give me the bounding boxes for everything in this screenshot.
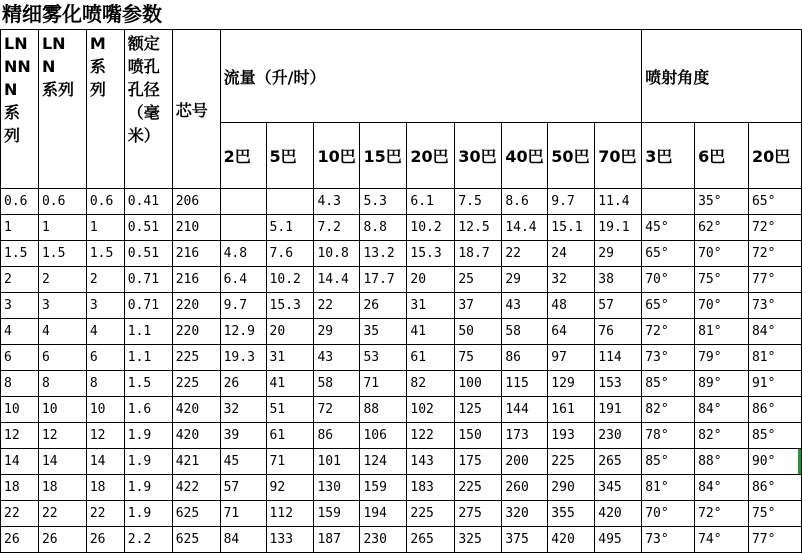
selected-cell-marker xyxy=(798,449,801,474)
table-cell[interactable]: 14 xyxy=(86,449,124,475)
table-cell[interactable]: 10 xyxy=(1,397,39,423)
table-cell[interactable]: 92 xyxy=(266,475,314,501)
table-cell[interactable]: 4.8 xyxy=(220,241,266,267)
table-cell[interactable]: 81° xyxy=(642,475,695,501)
table-cell[interactable]: 75° xyxy=(695,267,749,293)
table-cell[interactable]: 73° xyxy=(642,527,695,553)
table-cell[interactable]: 85° xyxy=(748,423,801,449)
table-cell[interactable]: 0.6 xyxy=(86,189,124,215)
header-flow-pressure: 5巴 xyxy=(266,123,314,189)
table-cell[interactable]: 0.6 xyxy=(38,189,86,215)
header-flow-pressure: 50巴 xyxy=(548,123,595,189)
header-flow-pressure: 70巴 xyxy=(595,123,642,189)
table-cell[interactable]: 82° xyxy=(695,423,749,449)
table-cell[interactable]: 64 xyxy=(548,319,595,345)
table-cell[interactable]: 15.3 xyxy=(407,241,455,267)
header-flow-pressure: 30巴 xyxy=(455,123,502,189)
nozzle-spec-table xyxy=(0,29,802,553)
table-cell[interactable]: 70° xyxy=(695,241,749,267)
table-cell[interactable]: 62° xyxy=(695,215,749,241)
table-cell[interactable]: 15.3 xyxy=(266,293,314,319)
table-row xyxy=(1,449,802,475)
table-cell[interactable]: 71 xyxy=(266,449,314,475)
table-cell[interactable]: 1.9 xyxy=(124,423,172,449)
table-cell[interactable]: 420 xyxy=(172,397,220,423)
table-cell[interactable]: 12 xyxy=(1,423,39,449)
table-cell[interactable]: 7.6 xyxy=(266,241,314,267)
table-cell[interactable]: 19.3 xyxy=(220,345,266,371)
header-core-number: 芯号 xyxy=(172,30,220,189)
table-cell[interactable]: 6.1 xyxy=(407,189,455,215)
table-cell[interactable]: 18 xyxy=(86,475,124,501)
table-cell[interactable]: 61 xyxy=(266,423,314,449)
table-cell[interactable]: 9.7 xyxy=(548,189,595,215)
table-row xyxy=(1,241,802,267)
table-cell[interactable]: 193 xyxy=(548,423,595,449)
table-cell[interactable]: 70° xyxy=(695,293,749,319)
table-cell[interactable]: 124 xyxy=(360,449,407,475)
table-cell[interactable]: 84° xyxy=(748,319,801,345)
table-cell[interactable]: 159 xyxy=(314,501,360,527)
table-cell[interactable]: 22 xyxy=(1,501,39,527)
table-cell[interactable]: 24 xyxy=(548,241,595,267)
table-cell[interactable]: 35° xyxy=(695,189,749,215)
table-cell[interactable]: 26 xyxy=(220,371,266,397)
table-cell[interactable]: 159 xyxy=(360,475,407,501)
table-cell[interactable]: 10.2 xyxy=(407,215,455,241)
table-cell[interactable]: 41 xyxy=(266,371,314,397)
table-cell[interactable]: 65° xyxy=(642,293,695,319)
table-cell[interactable]: 45° xyxy=(642,215,695,241)
table-cell[interactable]: 1.6 xyxy=(124,397,172,423)
table-row xyxy=(1,345,802,371)
table-cell[interactable]: 86 xyxy=(314,423,360,449)
table-cell[interactable]: 77° xyxy=(748,527,801,553)
table-cell[interactable]: 79° xyxy=(695,345,749,371)
table-cell[interactable]: 421 xyxy=(172,449,220,475)
table-row xyxy=(1,501,802,527)
table-cell[interactable]: 420 xyxy=(595,501,642,527)
table-cell[interactable]: 0.71 xyxy=(124,267,172,293)
table-row xyxy=(1,371,802,397)
table-cell[interactable]: 31 xyxy=(407,293,455,319)
table-cell[interactable]: 22 xyxy=(502,241,548,267)
table-cell[interactable]: 70° xyxy=(642,501,695,527)
table-cell[interactable]: 102 xyxy=(407,397,455,423)
table-cell[interactable]: 12.9 xyxy=(220,319,266,345)
table-cell[interactable]: 70° xyxy=(642,267,695,293)
table-cell[interactable]: 39 xyxy=(220,423,266,449)
table-cell[interactable]: 25 xyxy=(455,267,502,293)
table-cell[interactable]: 355 xyxy=(548,501,595,527)
table-cell[interactable]: 125 xyxy=(455,397,502,423)
table-cell[interactable]: 4 xyxy=(1,319,39,345)
table-cell[interactable]: 58 xyxy=(502,319,548,345)
table-cell[interactable]: 143 xyxy=(407,449,455,475)
table-cell[interactable]: 26 xyxy=(86,527,124,553)
header-angle-pressure: 3巴 xyxy=(642,123,695,189)
table-cell[interactable]: 43 xyxy=(314,345,360,371)
table-cell[interactable]: 265 xyxy=(595,449,642,475)
table-cell[interactable]: 26 xyxy=(360,293,407,319)
table-cell[interactable]: 43 xyxy=(502,293,548,319)
table-cell[interactable]: 78° xyxy=(642,423,695,449)
table-cell[interactable]: 225 xyxy=(172,371,220,397)
table-cell[interactable]: 112 xyxy=(266,501,314,527)
header-flow-rate: 流量（升/时） xyxy=(220,30,642,123)
table-cell[interactable]: 77° xyxy=(748,267,801,293)
table-cell[interactable]: 100 xyxy=(455,371,502,397)
table-cell[interactable]: 2 xyxy=(86,267,124,293)
table-cell[interactable]: 90° xyxy=(748,449,801,475)
table-cell[interactable]: 8.6 xyxy=(502,189,548,215)
table-row xyxy=(1,527,802,553)
table-cell[interactable]: 84° xyxy=(695,397,749,423)
table-cell[interactable] xyxy=(266,189,314,215)
table-cell[interactable]: 194 xyxy=(360,501,407,527)
table-cell[interactable]: 74° xyxy=(695,527,749,553)
table-cell[interactable]: 625 xyxy=(172,527,220,553)
table-cell[interactable]: 18.7 xyxy=(455,241,502,267)
table-cell[interactable]: 8 xyxy=(1,371,39,397)
table-cell[interactable]: 275 xyxy=(455,501,502,527)
table-cell[interactable]: 72° xyxy=(748,241,801,267)
header-flow-pressure: 10巴 xyxy=(314,123,360,189)
table-cell[interactable]: 4 xyxy=(38,319,86,345)
table-cell[interactable]: 89° xyxy=(695,371,749,397)
table-cell[interactable]: 19.1 xyxy=(595,215,642,241)
table-cell[interactable]: 81° xyxy=(748,345,801,371)
table-cell[interactable]: 48 xyxy=(548,293,595,319)
table-cell[interactable]: 6.4 xyxy=(220,267,266,293)
header-lnn-series: LN N 系列 xyxy=(38,30,86,189)
table-cell[interactable]: 422 xyxy=(172,475,220,501)
table-cell[interactable]: 88 xyxy=(360,397,407,423)
table-cell[interactable]: 22 xyxy=(86,501,124,527)
table-cell[interactable]: 73° xyxy=(748,293,801,319)
table-cell[interactable]: 14 xyxy=(1,449,39,475)
table-cell[interactable]: 10 xyxy=(86,397,124,423)
table-cell[interactable]: 81° xyxy=(695,319,749,345)
table-cell[interactable]: 225 xyxy=(172,345,220,371)
table-cell[interactable]: 265 xyxy=(407,527,455,553)
sheet-title: 精细雾化喷嘴参数 xyxy=(2,2,162,26)
table-cell[interactable]: 2 xyxy=(1,267,39,293)
table-cell[interactable]: 84 xyxy=(220,527,266,553)
table-cell[interactable]: 84° xyxy=(695,475,749,501)
table-cell[interactable]: 420 xyxy=(548,527,595,553)
table-cell[interactable]: 1.1 xyxy=(124,345,172,371)
table-cell[interactable]: 1.5 xyxy=(124,371,172,397)
header-m-series: M 系 列 xyxy=(86,30,124,189)
table-cell[interactable]: 5.3 xyxy=(360,189,407,215)
table-row xyxy=(1,189,802,215)
table-cell[interactable]: 85° xyxy=(642,371,695,397)
table-cell[interactable]: 13.2 xyxy=(360,241,407,267)
table-cell[interactable]: 22 xyxy=(38,501,86,527)
table-cell[interactable]: 14 xyxy=(38,449,86,475)
table-cell[interactable] xyxy=(220,215,266,241)
table-cell[interactable]: 75 xyxy=(455,345,502,371)
table-cell[interactable]: 72 xyxy=(314,397,360,423)
table-cell[interactable]: 625 xyxy=(172,501,220,527)
table-cell[interactable]: 290 xyxy=(548,475,595,501)
table-cell[interactable]: 18 xyxy=(38,475,86,501)
table-cell[interactable]: 18 xyxy=(1,475,39,501)
table-cell[interactable]: 1 xyxy=(38,215,86,241)
table-cell[interactable]: 15.1 xyxy=(548,215,595,241)
table-cell[interactable]: 57 xyxy=(220,475,266,501)
table-cell[interactable]: 114 xyxy=(595,345,642,371)
table-cell[interactable]: 4 xyxy=(86,319,124,345)
table-cell[interactable]: 325 xyxy=(455,527,502,553)
table-cell[interactable]: 20 xyxy=(407,267,455,293)
table-cell[interactable]: 88° xyxy=(695,449,749,475)
table-cell[interactable]: 133 xyxy=(266,527,314,553)
table-cell[interactable]: 191 xyxy=(595,397,642,423)
table-cell[interactable]: 35 xyxy=(360,319,407,345)
table-cell[interactable]: 225 xyxy=(548,449,595,475)
table-cell[interactable]: 0.6 xyxy=(1,189,39,215)
table-cell[interactable]: 122 xyxy=(407,423,455,449)
table-cell[interactable]: 1 xyxy=(86,215,124,241)
table-cell[interactable]: 8.8 xyxy=(360,215,407,241)
table-cell[interactable]: 0.71 xyxy=(124,293,172,319)
table-cell[interactable]: 345 xyxy=(595,475,642,501)
table-cell[interactable]: 75° xyxy=(748,501,801,527)
table-cell[interactable]: 187 xyxy=(314,527,360,553)
table-cell[interactable]: 32 xyxy=(548,267,595,293)
table-cell[interactable]: 3 xyxy=(1,293,39,319)
table-cell[interactable]: 65° xyxy=(748,189,801,215)
table-cell[interactable]: 72° xyxy=(642,319,695,345)
table-cell[interactable]: 12.5 xyxy=(455,215,502,241)
table-cell[interactable]: 3 xyxy=(86,293,124,319)
table-cell[interactable]: 9.7 xyxy=(220,293,266,319)
table-row xyxy=(1,319,802,345)
table-cell[interactable]: 8 xyxy=(38,371,86,397)
table-cell[interactable]: 0.51 xyxy=(124,215,172,241)
table-cell[interactable]: 32 xyxy=(220,397,266,423)
table-cell[interactable]: 76 xyxy=(595,319,642,345)
table-cell[interactable]: 10.2 xyxy=(266,267,314,293)
table-cell[interactable]: 225 xyxy=(455,475,502,501)
header-lnnnn-series: LN NN N 系 列 xyxy=(1,30,39,189)
table-cell[interactable]: 12 xyxy=(38,423,86,449)
table-cell[interactable]: 130 xyxy=(314,475,360,501)
table-cell[interactable]: 173 xyxy=(502,423,548,449)
table-cell[interactable]: 216 xyxy=(172,241,220,267)
table-cell[interactable]: 153 xyxy=(595,371,642,397)
table-cell[interactable]: 10.8 xyxy=(314,241,360,267)
table-cell[interactable]: 216 xyxy=(172,267,220,293)
table-cell[interactable]: 0.41 xyxy=(124,189,172,215)
table-cell[interactable]: 220 xyxy=(172,319,220,345)
table-row xyxy=(1,475,802,501)
table-cell[interactable]: 420 xyxy=(172,423,220,449)
header-spray-angle: 喷射角度 xyxy=(642,30,802,123)
table-cell[interactable]: 129 xyxy=(548,371,595,397)
header-angle-pressure: 20巴 xyxy=(748,123,801,189)
table-cell[interactable]: 144 xyxy=(502,397,548,423)
table-cell[interactable]: 230 xyxy=(595,423,642,449)
table-row xyxy=(1,293,802,319)
table-cell[interactable]: 8 xyxy=(86,371,124,397)
table-cell[interactable]: 115 xyxy=(502,371,548,397)
table-cell[interactable]: 86° xyxy=(748,397,801,423)
table-cell[interactable]: 61 xyxy=(407,345,455,371)
table-cell[interactable]: 1.9 xyxy=(124,501,172,527)
table-cell[interactable]: 26 xyxy=(1,527,39,553)
table-cell[interactable] xyxy=(642,189,695,215)
table-cell[interactable]: 6 xyxy=(1,345,39,371)
table-cell[interactable]: 82° xyxy=(642,397,695,423)
table-cell[interactable]: 72° xyxy=(695,501,749,527)
table-cell[interactable]: 38 xyxy=(595,267,642,293)
header-flow-pressure: 20巴 xyxy=(407,123,455,189)
table-cell[interactable]: 101 xyxy=(314,449,360,475)
table-cell[interactable]: 37 xyxy=(455,293,502,319)
table-cell[interactable]: 26 xyxy=(38,527,86,553)
table-cell[interactable]: 14.4 xyxy=(314,267,360,293)
table-cell[interactable]: 206 xyxy=(172,189,220,215)
table-cell[interactable]: 320 xyxy=(502,501,548,527)
table-cell[interactable]: 41 xyxy=(407,319,455,345)
table-cell[interactable]: 97 xyxy=(548,345,595,371)
table-cell[interactable]: 210 xyxy=(172,215,220,241)
table-cell[interactable]: 85° xyxy=(642,449,695,475)
table-cell[interactable]: 6 xyxy=(38,345,86,371)
table-cell[interactable]: 1.9 xyxy=(124,449,172,475)
table-row xyxy=(1,397,802,423)
table-cell[interactable]: 71 xyxy=(220,501,266,527)
table-cell[interactable]: 1.5 xyxy=(1,241,39,267)
table-cell[interactable]: 183 xyxy=(407,475,455,501)
table-cell[interactable]: 11.4 xyxy=(595,189,642,215)
table-cell[interactable]: 73° xyxy=(642,345,695,371)
table-cell[interactable]: 1.5 xyxy=(38,241,86,267)
table-cell[interactable]: 375 xyxy=(502,527,548,553)
table-cell[interactable]: 220 xyxy=(172,293,220,319)
table-cell[interactable]: 7.5 xyxy=(455,189,502,215)
table-cell[interactable]: 1.9 xyxy=(124,475,172,501)
table-cell[interactable]: 86 xyxy=(502,345,548,371)
table-cell[interactable]: 91° xyxy=(748,371,801,397)
table-cell[interactable]: 150 xyxy=(455,423,502,449)
table-cell[interactable]: 260 xyxy=(502,475,548,501)
table-cell[interactable]: 58 xyxy=(314,371,360,397)
table-cell[interactable]: 106 xyxy=(360,423,407,449)
table-cell[interactable]: 29 xyxy=(502,267,548,293)
table-cell[interactable]: 175 xyxy=(455,449,502,475)
table-cell[interactable]: 22 xyxy=(314,293,360,319)
table-cell[interactable]: 12 xyxy=(86,423,124,449)
header-row-1 xyxy=(1,30,802,123)
table-row xyxy=(1,423,802,449)
table-cell[interactable]: 53 xyxy=(360,345,407,371)
table-cell[interactable]: 161 xyxy=(548,397,595,423)
table-cell[interactable]: 86° xyxy=(748,475,801,501)
table-row xyxy=(1,215,802,241)
header-flow-pressure: 40巴 xyxy=(502,123,548,189)
table-row xyxy=(1,267,802,293)
table-cell[interactable]: 1.1 xyxy=(124,319,172,345)
table-cell[interactable]: 230 xyxy=(360,527,407,553)
table-cell[interactable]: 71 xyxy=(360,371,407,397)
header-orifice-diameter: 额定 喷孔 孔径 （毫 米） xyxy=(124,30,172,189)
table-cell[interactable]: 0.51 xyxy=(124,241,172,267)
table-cell[interactable]: 5.1 xyxy=(266,215,314,241)
table-cell[interactable]: 10 xyxy=(38,397,86,423)
table-cell[interactable] xyxy=(220,189,266,215)
table-cell[interactable]: 495 xyxy=(595,527,642,553)
table-cell[interactable]: 45 xyxy=(220,449,266,475)
table-cell[interactable]: 82 xyxy=(407,371,455,397)
header-angle-pressure: 6巴 xyxy=(695,123,749,189)
table-cell[interactable]: 14.4 xyxy=(502,215,548,241)
table-cell[interactable]: 20 xyxy=(266,319,314,345)
table-cell[interactable]: 72° xyxy=(748,215,801,241)
header-flow-pressure: 15巴 xyxy=(360,123,407,189)
table-cell[interactable]: 29 xyxy=(314,319,360,345)
table-cell[interactable]: 3 xyxy=(38,293,86,319)
table-cell[interactable]: 4.3 xyxy=(314,189,360,215)
table-cell[interactable]: 17.7 xyxy=(360,267,407,293)
table-cell[interactable]: 57 xyxy=(595,293,642,319)
table-cell[interactable]: 29 xyxy=(595,241,642,267)
header-flow-pressure: 2巴 xyxy=(220,123,266,189)
table-cell[interactable]: 2 xyxy=(38,267,86,293)
table-cell[interactable]: 1 xyxy=(1,215,39,241)
table-cell[interactable]: 6 xyxy=(86,345,124,371)
table-cell[interactable]: 51 xyxy=(266,397,314,423)
table-cell[interactable]: 50 xyxy=(455,319,502,345)
table-cell[interactable]: 2.2 xyxy=(124,527,172,553)
table-cell[interactable]: 200 xyxy=(502,449,548,475)
table-cell[interactable]: 65° xyxy=(642,241,695,267)
table-cell[interactable]: 225 xyxy=(407,501,455,527)
table-cell[interactable]: 31 xyxy=(266,345,314,371)
table-cell[interactable]: 7.2 xyxy=(314,215,360,241)
table-cell[interactable]: 1.5 xyxy=(86,241,124,267)
